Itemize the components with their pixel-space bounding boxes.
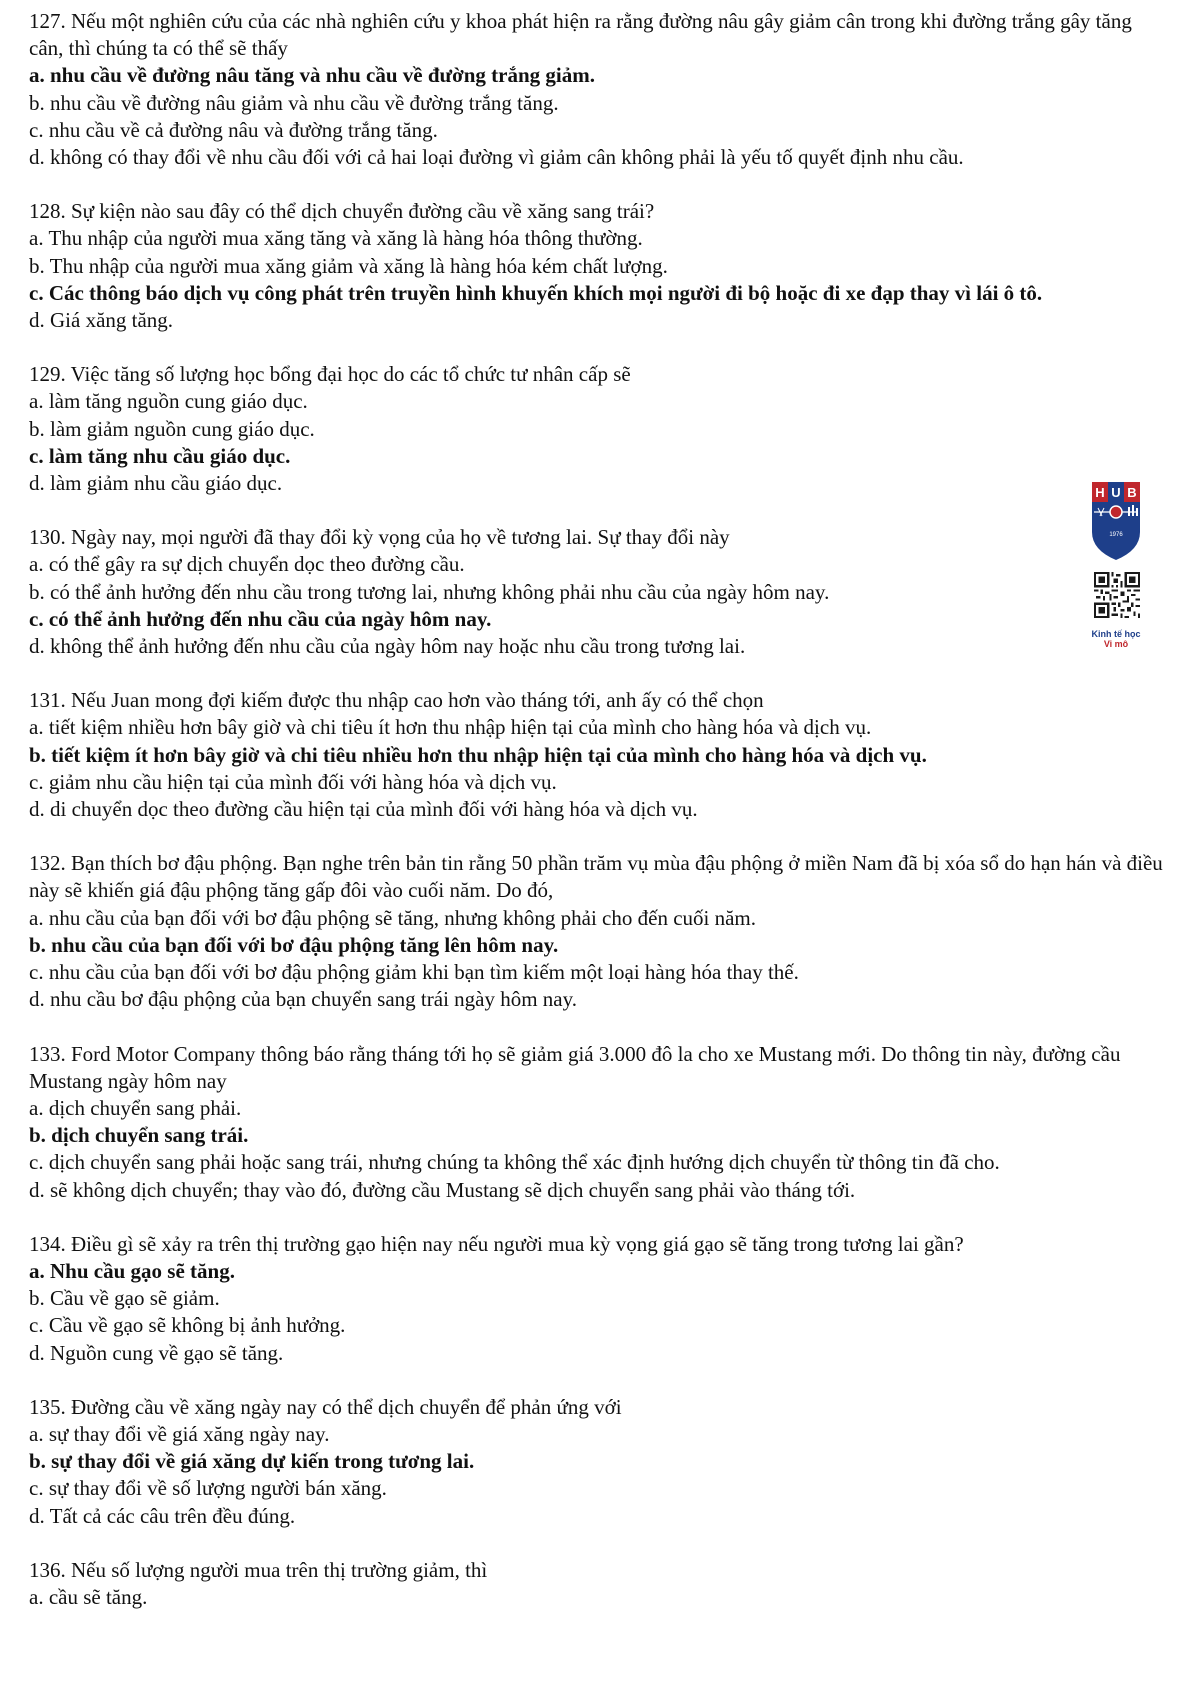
answer-option: b. nhu cầu về đường nâu giảm và nhu cầu về đường trắng tăng.	[29, 90, 559, 115]
question-stem: 136. Nếu số lượng người mua trên thị trường giảm, thì	[29, 1557, 488, 1582]
answer-option: d. sẽ không dịch chuyển; thay vào đó, đường cầu Mustang sẽ dịch chuyển sang phải vào tháng tới.	[29, 1177, 856, 1202]
answer-option: a. có thể gây ra sự dịch chuyển dọc theo đường cầu.	[29, 552, 465, 577]
question-stem: 128. Sự kiện nào sau đây có thể dịch chuyển đường cầu về xăng sang trái?	[29, 199, 655, 224]
answer-option: d. làm giảm nhu cầu giáo dục.	[29, 471, 283, 496]
question-131	[29, 687, 1169, 823]
document-body	[29, 8, 1169, 1638]
answer-option: c. sự thay đổi về số lượng người bán xăng.	[29, 1476, 387, 1501]
badge-caption-subject: Kinh tế học	[1091, 629, 1141, 639]
university-shield-logo-icon	[1090, 480, 1142, 562]
question-130	[29, 524, 1169, 660]
question-stem: 134. Điều gì sẽ xảy ra trên thị trường gạo hiện nay nếu người mua kỳ vọng giá gạo sẽ tăng trong tương lai gần?	[29, 1231, 964, 1256]
answer-option: d. Nguồn cung về gạo sẽ tăng.	[29, 1340, 284, 1365]
answer-option: a. cầu sẽ tăng.	[29, 1584, 148, 1609]
answer-option-correct: b. tiết kiệm ít hơn bây giờ và chi tiêu nhiều hơn thu nhập hiện tại của mình cho hàng hóa và dịch vụ.	[29, 742, 927, 767]
question-stem: 130. Ngày nay, mọi người đã thay đổi kỳ vọng của họ về tương lai. Sự thay đổi này	[29, 525, 730, 550]
logo-letter-h: H	[1095, 485, 1105, 500]
logo-letter-u: U	[1111, 485, 1121, 500]
answer-option: c. nhu cầu về cả đường nâu và đường trắng tăng.	[29, 117, 438, 142]
answer-option-correct: c. làm tăng nhu cầu giáo dục.	[29, 443, 291, 468]
badge-caption-subtitle: Vi mô	[1103, 639, 1129, 649]
answer-option: a. Thu nhập của người mua xăng tăng và xăng là hàng hóa thông thường.	[29, 226, 643, 251]
answer-option: d. nhu cầu bơ đậu phộng của bạn chuyển sang trái ngày hôm nay.	[29, 987, 578, 1012]
answer-option: a. sự thay đổi về giá xăng ngày nay.	[29, 1421, 330, 1446]
question-stem: 132. Bạn thích bơ đậu phộng. Bạn nghe trên bản tin rằng 50 phần trăm vụ mùa đậu phộng ở miền Nam đã bị xóa sổ do hạn hán và điều này sẽ khiến giá đậu phộng tăng gấp đôi vào cuối năm. Do đó,	[29, 851, 1163, 903]
answer-option-correct: c. có thể ảnh hưởng đến nhu cầu của ngày hôm nay.	[29, 606, 492, 631]
question-132	[29, 850, 1169, 1013]
answer-option-correct: c. Các thông báo dịch vụ công phát trên truyền hình khuyến khích mọi người đi bộ hoặc đi xe đạp thay vì lái ô tô.	[29, 280, 1043, 305]
answer-option: b. làm giảm nguồn cung giáo dục.	[29, 416, 315, 441]
question-stem: 129. Việc tăng số lượng học bổng đại học do các tổ chức tư nhân cấp sẽ	[29, 362, 631, 387]
qr-code-icon	[1094, 572, 1140, 618]
answer-option: d. không thể ảnh hưởng đến nhu cầu của ngày hôm nay hoặc nhu cầu trong tương lai.	[29, 634, 746, 659]
logo-letter-b: B	[1127, 485, 1137, 500]
answer-option-correct: b. nhu cầu của bạn đối với bơ đậu phộng tăng lên hôm nay.	[29, 932, 559, 957]
answer-option: a. tiết kiệm nhiều hơn bây giờ và chi tiêu ít hơn thu nhập hiện tại của mình cho hàng hóa và dịch vụ.	[29, 715, 872, 740]
answer-option-correct: a. Nhu cầu gạo sẽ tăng.	[29, 1258, 235, 1283]
answer-option: d. di chuyển dọc theo đường cầu hiện tại của mình đối với hàng hóa và dịch vụ.	[29, 797, 698, 822]
answer-option: c. dịch chuyển sang phải hoặc sang trái, nhưng chúng ta không thể xác định hướng dịch chuyển từ thông tin đã cho.	[29, 1150, 1000, 1175]
logo-year: 1976	[1109, 532, 1123, 538]
question-133	[29, 1041, 1169, 1204]
answer-option: a. dịch chuyển sang phải.	[29, 1095, 242, 1120]
question-128	[29, 198, 1169, 334]
answer-option: a. nhu cầu của bạn đối với bơ đậu phộng sẽ tăng, nhưng không phải cho đến cuối năm.	[29, 905, 757, 930]
answer-option: b. có thể ảnh hưởng đến nhu cầu trong tương lai, nhưng không phải nhu cầu của ngày hôm nay.	[29, 579, 830, 604]
answer-option: c. Cầu về gạo sẽ không bị ảnh hưởng.	[29, 1313, 346, 1338]
question-stem: 135. Đường cầu về xăng ngày nay có thể dịch chuyển để phản ứng với	[29, 1394, 622, 1419]
answer-option: c. giảm nhu cầu hiện tại của mình đối với hàng hóa và dịch vụ.	[29, 769, 557, 794]
answer-option-correct: b. sự thay đổi về giá xăng dự kiến trong tương lai.	[29, 1449, 475, 1474]
side-badge	[1086, 480, 1146, 675]
question-136	[29, 1557, 1169, 1611]
question-135	[29, 1394, 1169, 1530]
answer-option: c. nhu cầu của bạn đối với bơ đậu phộng giảm khi bạn tìm kiếm một loại hàng hóa thay thế.	[29, 960, 799, 985]
question-127	[29, 8, 1169, 171]
answer-option: d. Giá xăng tăng.	[29, 308, 174, 333]
answer-option: d. Tất cả các câu trên đều đúng.	[29, 1503, 296, 1528]
question-stem: 133. Ford Motor Company thông báo rằng tháng tới họ sẽ giảm giá 3.000 đô la cho xe Mustang mới. Do thông tin này, đường cầu Mustang ngày hôm nay	[29, 1041, 1121, 1093]
question-134	[29, 1231, 1169, 1367]
answer-option-correct: a. nhu cầu về đường nâu tăng và nhu cầu về đường trắng giảm.	[29, 63, 595, 88]
answer-option: d. không có thay đổi về nhu cầu đối với cả hai loại đường vì giảm cân không phải là yếu tố quyết định nhu cầu.	[29, 145, 964, 170]
answer-option: b. Thu nhập của người mua xăng giảm và xăng là hàng hóa kém chất lượng.	[29, 253, 668, 278]
answer-option: a. làm tăng nguồn cung giáo dục.	[29, 389, 308, 414]
question-stem: 131. Nếu Juan mong đợi kiếm được thu nhập cao hơn vào tháng tới, anh ấy có thể chọn	[29, 688, 764, 713]
question-129	[29, 361, 1169, 497]
answer-option: b. Cầu về gạo sẽ giảm.	[29, 1286, 220, 1311]
question-stem: 127. Nếu một nghiên cứu của các nhà nghiên cứu y khoa phát hiện ra rằng đường nâu gây giảm cân trong khi đường trắng gây tăng cân, thì chúng ta có thể sẽ thấy	[29, 9, 1132, 61]
answer-option-correct: b. dịch chuyển sang trái.	[29, 1123, 249, 1148]
